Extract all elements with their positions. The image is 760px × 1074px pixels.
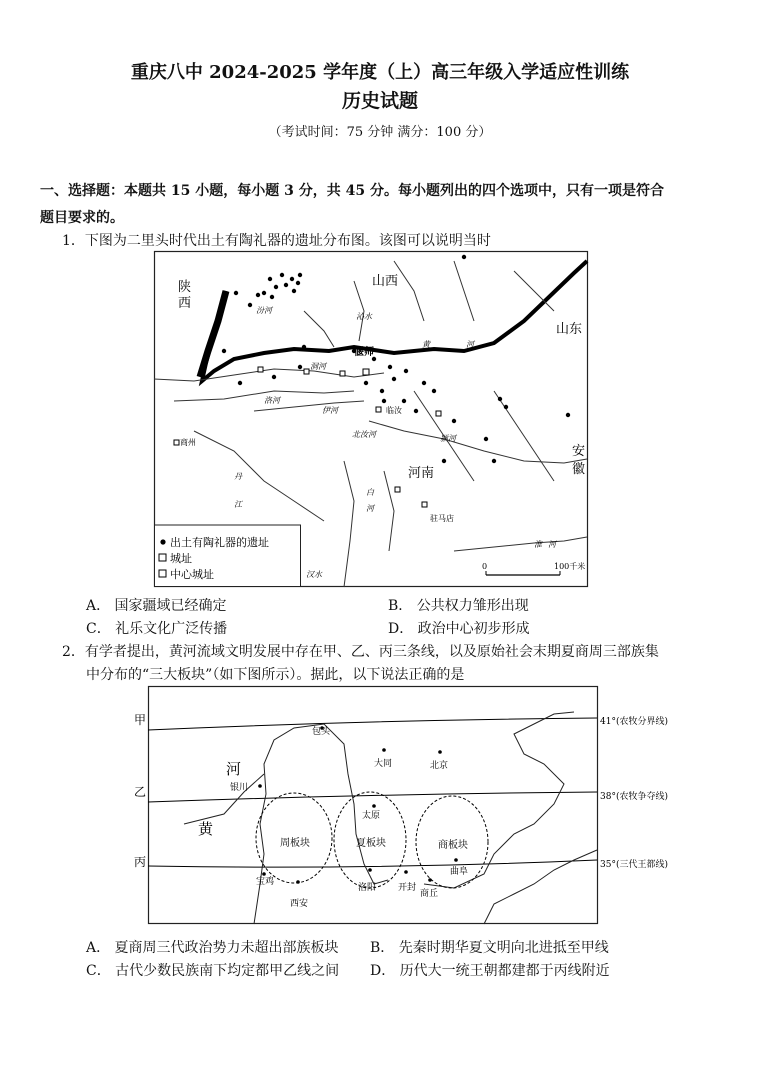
svg-text:西安: 西安 — [290, 899, 309, 909]
map-label-an: 安 — [572, 444, 586, 459]
q2-option-d[interactable]: D． 历代大一统王朝都建都于丙线附近 — [370, 963, 610, 979]
line-35: 35°(三代王都线) — [600, 860, 668, 870]
q2-option-c[interactable]: C． 古代少数民族南下均定都甲乙线之间 — [86, 963, 340, 979]
svg-text:包头: 包头 — [312, 727, 331, 737]
river-he: 河 — [226, 760, 242, 778]
svg-text:河: 河 — [466, 340, 474, 349]
q2-option-b[interactable]: B． 先秦时期华夏文明向北进抵至甲线 — [370, 940, 609, 956]
q2-stem-line2: 中分布的“三大板块”（如下图所示）。据此，以下说法正确的是 — [86, 667, 465, 683]
svg-text:河: 河 — [366, 504, 374, 513]
block-shang-label: 商板块 — [438, 840, 468, 851]
line-bing: 丙 — [134, 855, 147, 869]
svg-text:太原: 太原 — [362, 811, 381, 821]
svg-text:黄: 黄 — [422, 340, 430, 349]
map-label-shaan: 陕 — [178, 280, 192, 295]
legend-central-city: 中心城址 — [170, 568, 214, 581]
q2-option-a[interactable]: A． 夏商周三代政治势力未超出部族板块 — [86, 940, 339, 956]
svg-text:洞河: 洞河 — [310, 362, 326, 371]
map-label-shandong: 山东 — [556, 322, 583, 337]
svg-text:100千米: 100千米 — [554, 562, 586, 571]
q1-option-d[interactable]: D． 政治中心初步形成 — [388, 621, 530, 637]
svg-text:商丘: 商丘 — [420, 889, 439, 899]
map-label-xi: 西 — [178, 296, 192, 311]
svg-text:汾河: 汾河 — [256, 306, 272, 315]
svg-text:洛河: 洛河 — [264, 396, 280, 405]
q1-option-a[interactable]: A． 国家疆域已经确定 — [86, 598, 227, 614]
line-41: 41°(农牧分界线) — [600, 717, 668, 727]
legend-city: 城址 — [170, 552, 192, 565]
q1-option-c[interactable]: C． 礼乐文化广泛传播 — [86, 621, 228, 637]
block-zhou-label: 周板块 — [280, 838, 310, 849]
line-jia: 甲 — [134, 713, 147, 727]
svg-text:淮: 淮 — [534, 540, 542, 549]
svg-text:0: 0 — [482, 562, 488, 571]
q2-stem-line1: 2．有学者提出，黄河流域文明发展中存在甲、乙、丙三条线，以及原始社会末期夏商周三部族集 — [62, 644, 659, 660]
subject-title: 历史试题 — [341, 90, 418, 112]
svg-text:洛阳: 洛阳 — [358, 883, 377, 893]
svg-text:汉水: 汉水 — [306, 570, 322, 579]
svg-text:曲阜: 曲阜 — [450, 867, 469, 877]
exam-info: （考试时间：75 分钟 满分：100 分） — [268, 125, 492, 140]
svg-text:颍河: 颍河 — [440, 434, 456, 443]
q1-stem: 1．下图为二里头时代出土有陶礼器的遗址分布图。该图可以说明当时 — [62, 233, 491, 249]
svg-text:驻马店: 驻马店 — [430, 514, 454, 523]
exam-title: 重庆八中 2024-2025 学年度（上）高三年级入学适应性训练 — [130, 62, 630, 83]
map-label-hui: 徽 — [572, 462, 586, 477]
q1-erlitou-site-map — [154, 251, 588, 587]
section-heading-line1: 一、选择题：本题共 15 小题，每小题 3 分，共 45 分。每小题列出的四个选项中，只有一项是符合 — [40, 183, 664, 199]
svg-text:临汝: 临汝 — [386, 406, 402, 415]
svg-text:伊河: 伊河 — [322, 406, 338, 415]
river-huang: 黄 — [198, 820, 214, 838]
svg-text:沁水: 沁水 — [356, 312, 372, 321]
q2-three-blocks-map — [134, 684, 668, 928]
line-yi: 乙 — [134, 785, 147, 799]
svg-text:银川: 银川 — [230, 783, 249, 793]
svg-text:偃师: 偃师 — [354, 347, 374, 358]
svg-text:商州: 商州 — [180, 438, 196, 447]
svg-text:北汝河: 北汝河 — [352, 430, 376, 439]
svg-text:开封: 开封 — [398, 883, 417, 893]
svg-text:江: 江 — [234, 500, 242, 509]
svg-text:宝鸡: 宝鸡 — [256, 877, 275, 887]
map-label-shanxi: 山西 — [372, 274, 399, 289]
section-heading-line2: 题目要求的。 — [40, 210, 124, 226]
svg-text:白: 白 — [366, 488, 374, 497]
svg-text:河: 河 — [548, 540, 556, 549]
legend-site: 出土有陶礼器的遗址 — [170, 536, 269, 549]
svg-text:北京: 北京 — [430, 761, 449, 771]
map-label-henan: 河南 — [408, 466, 435, 481]
block-xia-label: 夏板块 — [356, 838, 386, 849]
q1-option-b[interactable]: B． 公共权力雏形出现 — [388, 598, 529, 614]
svg-text:大同: 大同 — [374, 759, 393, 769]
svg-text:丹: 丹 — [234, 472, 242, 481]
line-38: 38°(农牧争夺线) — [600, 792, 668, 802]
